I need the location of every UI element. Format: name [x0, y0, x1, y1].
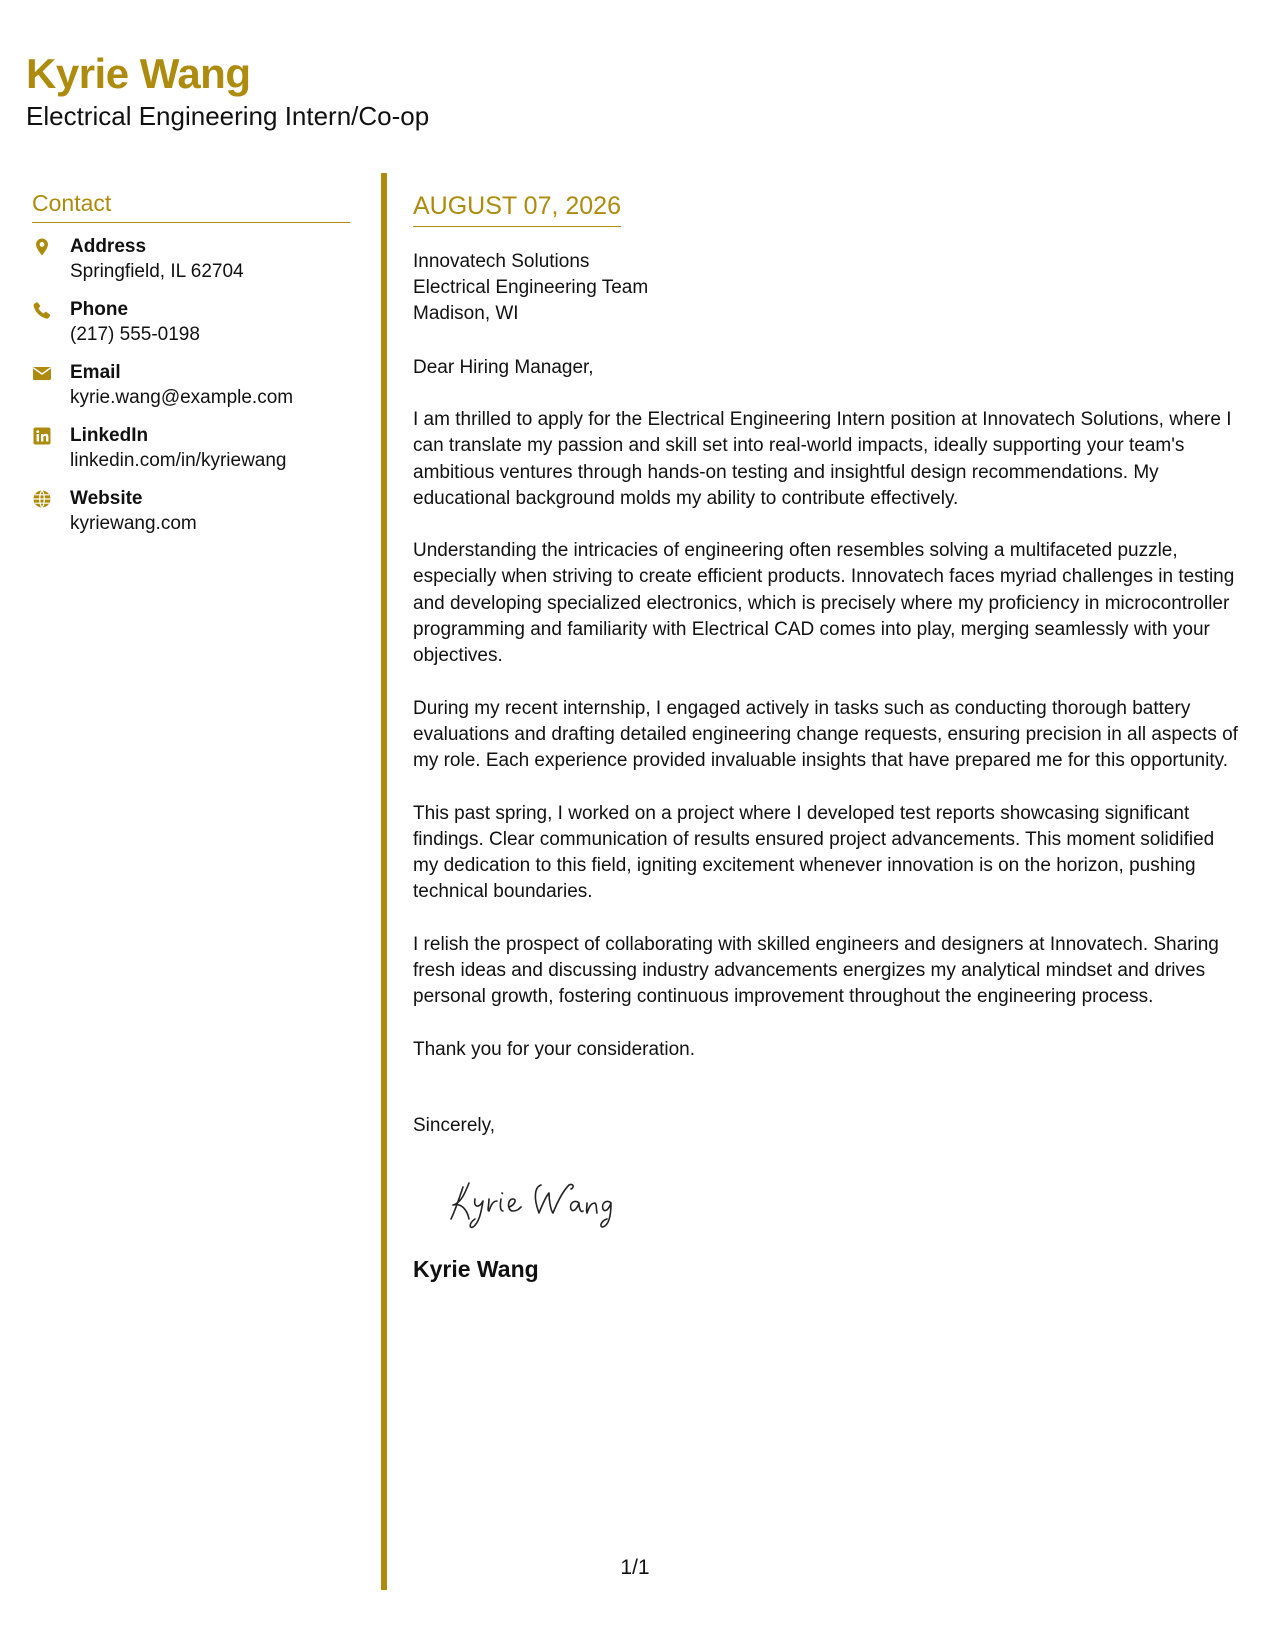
map-pin-icon	[32, 237, 52, 257]
phone-value: (217) 555-0198	[70, 324, 200, 345]
closing: Sincerely,	[413, 1114, 496, 1136]
contact-linkedin	[32, 424, 350, 487]
body-paragraph-3: During my recent internship, I engaged actively in tasks such as conducting thorough battery evaluations and drafting detailed engineering change requests, ensuring precision in all aspects of my role. Each experience provided invaluable insights that have prepared me for this opportunity.	[413, 697, 1238, 772]
body-paragraph-2: Understanding the intricacies of engineering often resembles solving a multifaceted puzzle, especially when striving to create efficient products. Innovatech faces myriad challenges in testing and developing specialized electronics, which is precisely where my proficiency in microcontroller programming and familiarity with Electrical CAD comes into play, merging seamlessly with your objectives.	[413, 540, 1235, 667]
body-paragraph-5: I relish the prospect of collaborating with skilled engineers and designers at Innovatech. Sharing fresh ideas and discussing industry advancements energizes my analytical mindset and drives personal growth, fostering continuous improvement throughout the engineering process.	[413, 933, 1219, 1008]
letter-body	[413, 190, 1243, 1283]
recipient-company: Innovatech Solutions	[413, 251, 590, 272]
recipient-block	[413, 249, 1243, 327]
linkedin-value[interactable]: linkedin.com/in/kyriewang	[70, 450, 287, 471]
website-value[interactable]: kyriewang.com	[70, 513, 197, 534]
website-label: Website	[70, 488, 143, 509]
phone-label: Phone	[70, 299, 129, 320]
linkedin-label: LinkedIn	[70, 425, 149, 446]
email-value: kyrie.wang@example.com	[70, 387, 294, 408]
phone-icon	[32, 300, 52, 320]
contact-phone	[32, 298, 350, 361]
candidate-name: Kyrie Wang	[26, 50, 251, 97]
signer-name: Kyrie Wang	[413, 1255, 539, 1282]
envelope-icon	[32, 363, 52, 383]
body-paragraph-1: I am thrilled to apply for the Electrical Engineering Intern position at Innovatech Solutions, where I can translate my passion and skill set into real-world impacts, ideally supporting your team's ambitious ventures through hands-on testing and insightful design recommendations. My educational background molds my ability to contribute effectively.	[413, 409, 1232, 509]
email-label: Email	[70, 362, 121, 383]
contact-email	[32, 361, 350, 424]
page-number: 1/1	[620, 1556, 650, 1579]
body-paragraph-4: This past spring, I worked on a project where I developed test reports showcasing significant findings. Clear communication of results ensured project advancements. This moment solidified my dedication to this field, igniting excitement whenever innovation is on the horizon, pushing technical boundaries.	[413, 802, 1215, 903]
handwritten-signature	[445, 1169, 655, 1233]
address-label: Address	[70, 236, 147, 257]
contact-website	[32, 487, 350, 550]
contact-sidebar	[32, 188, 350, 550]
address-value: Springfield, IL 62704	[70, 261, 244, 282]
thank-you-line: Thank you for your consideration.	[413, 1038, 695, 1060]
recipient-location: Madison, WI	[413, 303, 519, 324]
vertical-divider	[381, 173, 387, 1590]
salutation: Dear Hiring Manager,	[413, 357, 594, 378]
linkedin-icon	[32, 426, 52, 446]
recipient-team: Electrical Engineering Team	[413, 277, 649, 298]
letter-date: AUGUST 07, 2026	[413, 190, 621, 227]
contact-heading: Contact	[32, 188, 350, 223]
candidate-title: Electrical Engineering Intern/Co-op	[26, 101, 430, 131]
contact-address	[32, 235, 350, 298]
globe-icon	[32, 489, 52, 509]
